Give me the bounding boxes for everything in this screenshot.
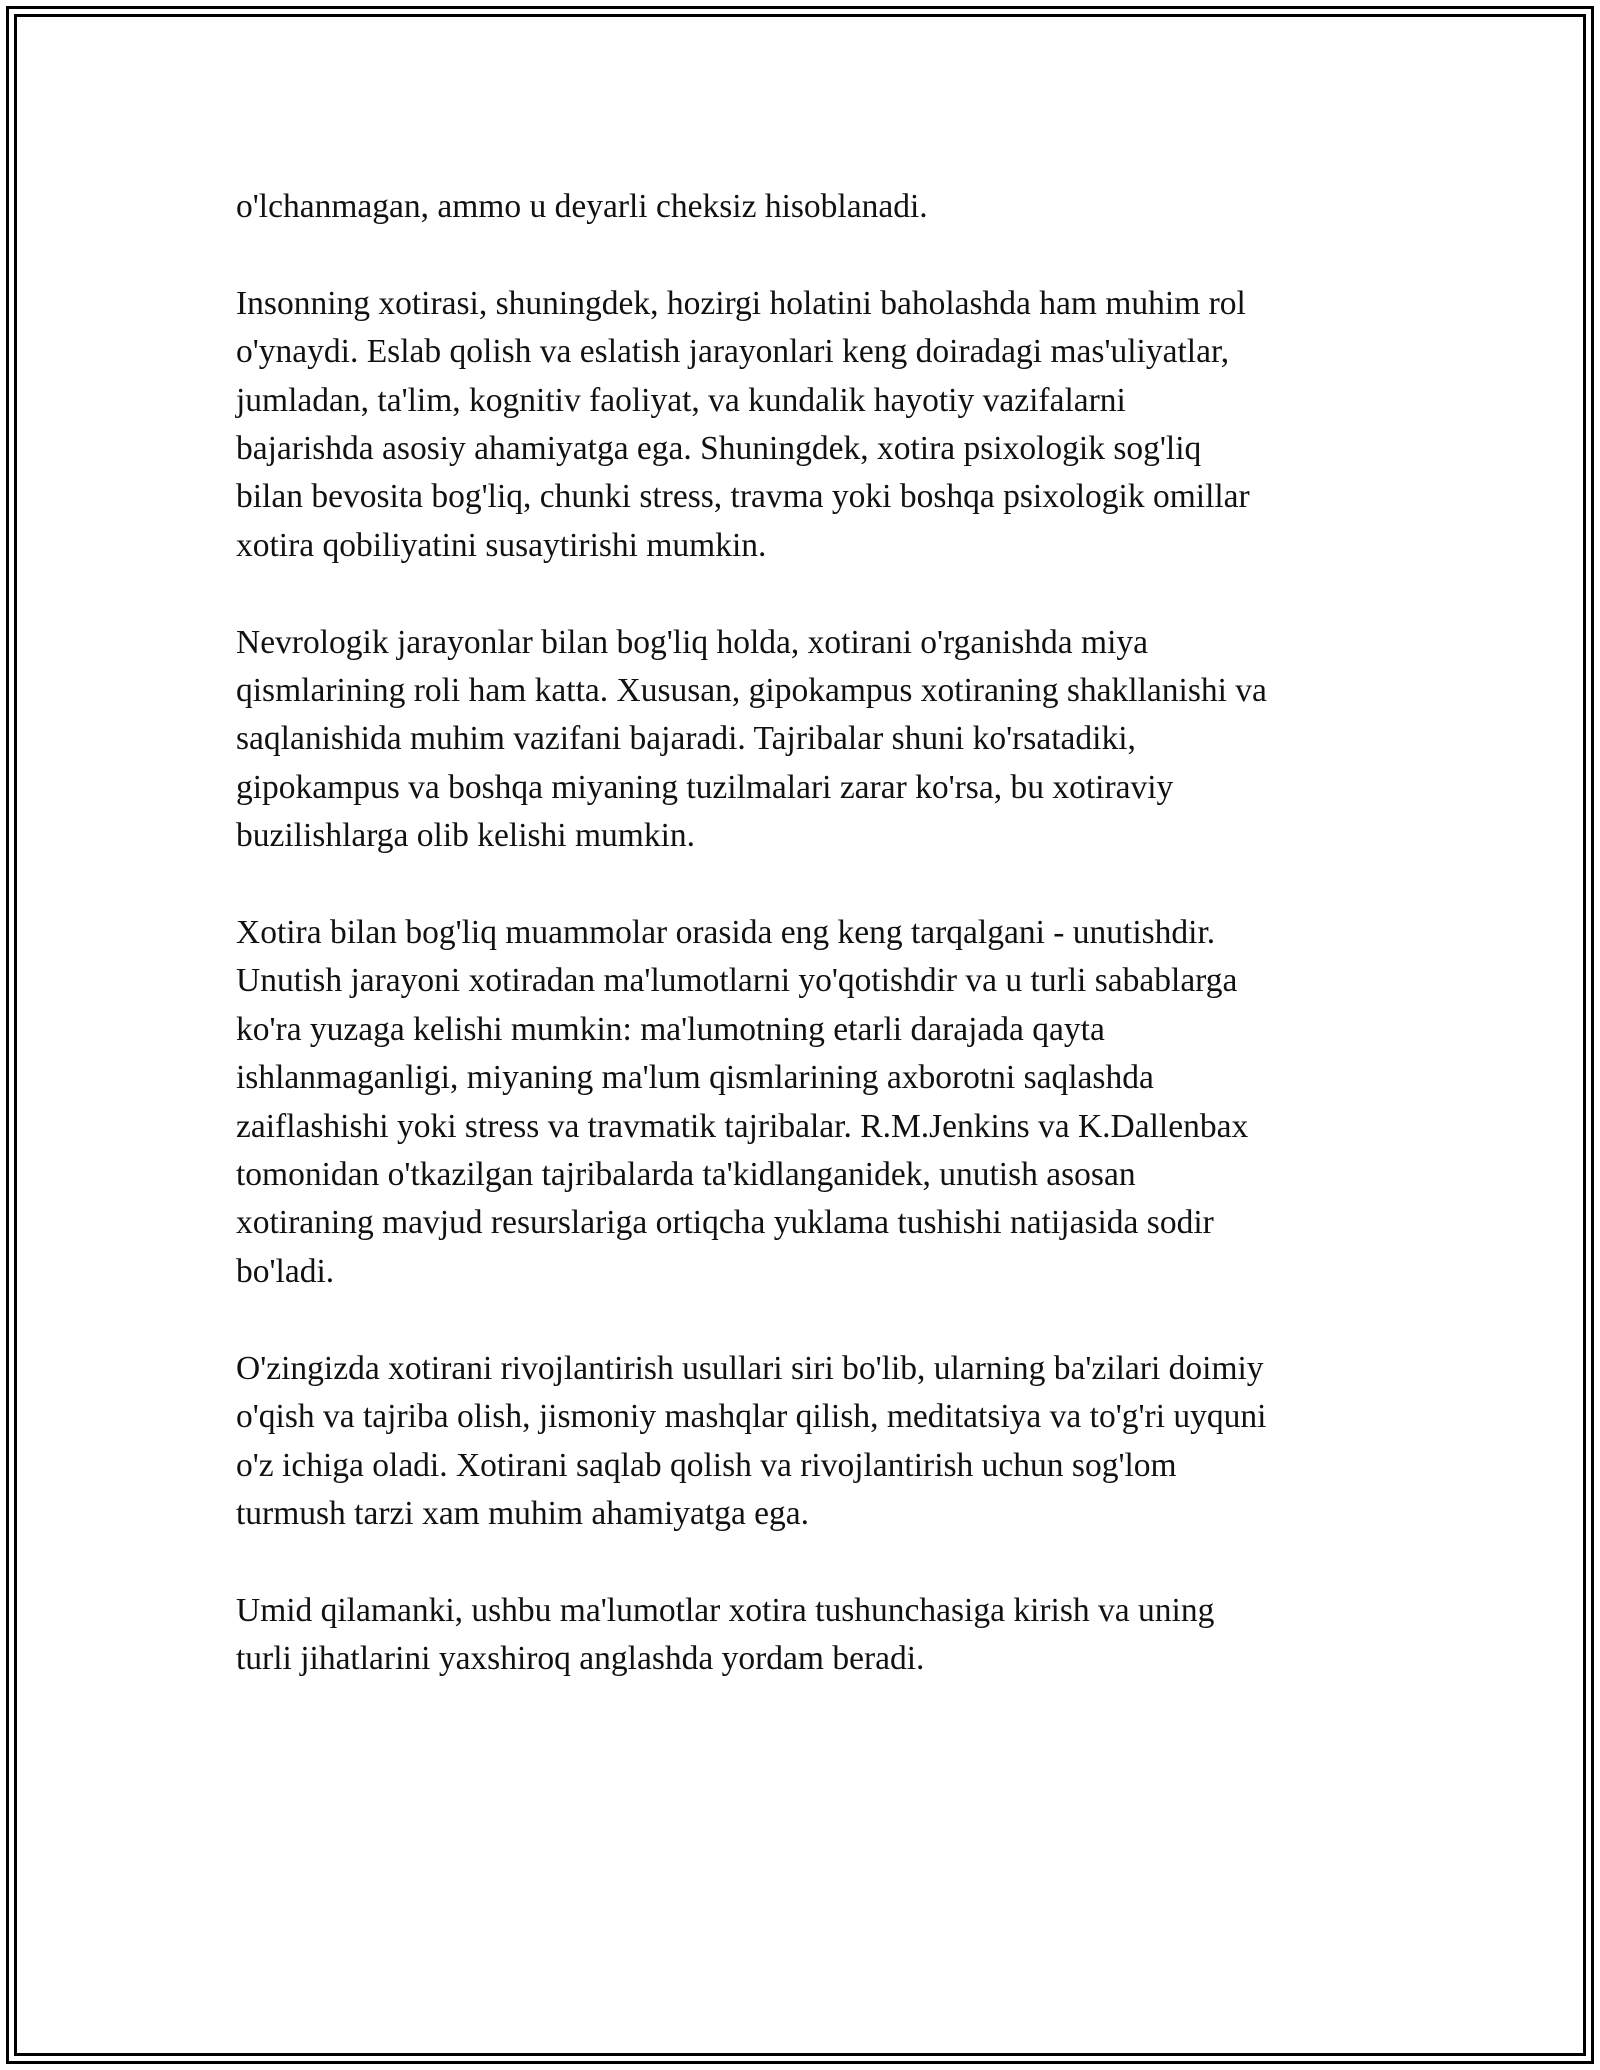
text-line: saqlanishida muhim vazifani bajaradi. Tajribalar shuni ko'rsatadiki, xyxy=(236,720,1136,758)
text-line: turli jihatlarini yaxshiroq anglashda yordam beradi. xyxy=(236,1640,925,1678)
text-line: zaiflashishi yoki stress va travmatik tajribalar. R.M.Jenkins va K.Dallenbax xyxy=(236,1107,1249,1145)
text-line: bilan bevosita bog'liq, chunki stress, travma yoki boshqa psixologik omillar xyxy=(236,478,1250,516)
text-line: gipokampus va boshqa miyaning tuzilmalari zarar ko'rsa, bu xotiraviy xyxy=(236,768,1174,806)
text-line: tomonidan o'tkazilgan tajribalarda ta'kidlanganidek, unutish asosan xyxy=(236,1156,1136,1194)
paragraph-5 xyxy=(236,1345,1386,1539)
paragraph-6 xyxy=(236,1587,1386,1684)
text-line: qismlarining roli ham katta. Xususan, gipokampus xotiraning shakllanishi va xyxy=(236,672,1267,710)
text-line: jumladan, ta'lim, kognitiv faoliyat, va kundalik hayotiy vazifalarni xyxy=(236,381,1126,419)
text-line: o'z ichiga oladi. Xotirani saqlab qolish va rivojlantirish uchun sog'lom xyxy=(236,1446,1177,1484)
text-line: xotiraning mavjud resurslariga ortiqcha yuklama tushishi natijasida sodir xyxy=(236,1204,1214,1242)
text-line: buzilishlarga olib kelishi mumkin. xyxy=(236,817,696,855)
text-line: turmush tarzi xam muhim ahamiyatga ega. xyxy=(236,1494,810,1532)
text-line: Umid qilamanki, ushbu ma'lumotlar xotira tushunchasiga kirish va uning xyxy=(236,1591,1215,1629)
text-line: Insonning xotirasi, shuningdek, hozirgi holatini baholashda ham muhim rol xyxy=(236,284,1246,322)
text-line: Nevrologik jarayonlar bilan bog'liq holda, xotirani o'rganishda miya xyxy=(236,623,1149,661)
text-line: Xotira bilan bog'liq muammolar orasida eng keng tarqalgani - unutishdir. xyxy=(236,914,1216,952)
text-line: o'qish va tajriba olish, jismoniy mashqlar qilish, meditatsiya va to'g'ri uyquni xyxy=(236,1398,1267,1436)
paragraph-1 xyxy=(236,183,1386,231)
text-line: ko'ra yuzaga kelishi mumkin: ma'lumotning etarli darajada qayta xyxy=(236,1010,1105,1048)
paragraph-4 xyxy=(236,909,1386,1296)
text-line: o'ynaydi. Eslab qolish va eslatish jarayonlari keng doiradagi mas'uliyatlar, xyxy=(236,333,1230,371)
text-line: bo'ladi. xyxy=(236,1252,335,1290)
paragraph-2 xyxy=(236,280,1386,570)
text-line: bajarishda asosiy ahamiyatga ega. Shuningdek, xotira psixologik sog'liq xyxy=(236,430,1202,468)
text-line: Unutish jarayoni xotiradan ma'lumotlarni yo'qotishdir va u turli sabablarga xyxy=(236,962,1238,1000)
text-line: ishlanmaganligi, miyaning ma'lum qismlarining axborotni saqlashda xyxy=(236,1059,1154,1097)
text-line: o'lchanmagan, ammo u deyarli cheksiz hisoblanadi. xyxy=(236,188,928,225)
text-line: O'zingizda xotirani rivojlantirish usullari siri bo'lib, ularning ba'zilari doimiy xyxy=(236,1349,1264,1387)
paragraph-3 xyxy=(236,619,1386,861)
text-line: xotira qobiliyatini susaytirishi mumkin. xyxy=(236,526,767,564)
document-body xyxy=(236,183,1386,1732)
